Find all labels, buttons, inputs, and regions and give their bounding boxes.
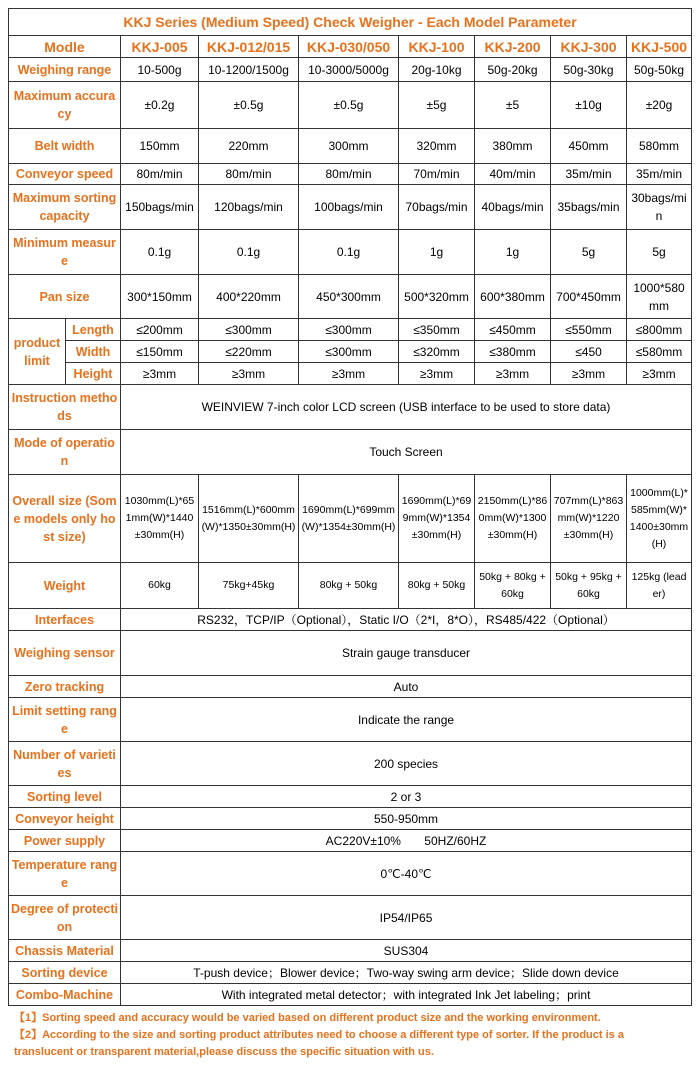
cell: ≤580mm xyxy=(627,341,692,363)
footnote: 【1】Sorting speed and accuracy would be varied based on different product size and the working environment. xyxy=(14,1012,601,1024)
row-label: Temperature range xyxy=(9,852,121,896)
row-label: Sorting device xyxy=(9,962,121,984)
cell: 1030mm(L)*651mm(W)*1440±30mm(H) xyxy=(121,475,199,563)
table-row xyxy=(9,896,692,940)
cell: 150bags/min xyxy=(121,185,199,230)
cell: ≤320mm xyxy=(399,341,475,363)
cell: WEINVIEW 7-inch color LCD screen (USB interface to be used to store data) xyxy=(121,385,692,430)
footnote: 【2】According to the size and sorting product attributes need to choose a different type of sorter. If the product is a translucent or transparent material,please discuss the specific situation with us. xyxy=(14,1029,624,1058)
cell: ±0.5g xyxy=(199,82,299,129)
cell: 50kg + 95kg + 60kg xyxy=(551,563,627,609)
sub-label: Width xyxy=(66,341,121,363)
table-row xyxy=(9,631,692,676)
cell: ≤550mm xyxy=(551,319,627,341)
table-row xyxy=(9,164,692,185)
table-row xyxy=(9,742,692,786)
cell: ≤450 xyxy=(551,341,627,363)
cell: 120bags/min xyxy=(199,185,299,230)
table-row xyxy=(9,475,692,563)
cell: ≤200mm xyxy=(121,319,199,341)
table-row xyxy=(9,563,692,609)
table-row xyxy=(9,984,692,1006)
row-label: Weight xyxy=(9,563,121,609)
cell: 0℃-40℃ xyxy=(121,852,692,896)
cell: 5g xyxy=(627,230,692,275)
table-row xyxy=(9,341,692,363)
table-row xyxy=(9,82,692,129)
cell: 50g-50kg xyxy=(627,58,692,82)
cell: 707mm(L)*863mm(W)*1220±30mm(H) xyxy=(551,475,627,563)
cell: 700*450mm xyxy=(551,275,627,319)
cell: 300*150mm xyxy=(121,275,199,319)
cell: ≤450mm xyxy=(475,319,551,341)
cell: 0.1g xyxy=(199,230,299,275)
cell: AC220V±10% 50HZ/60HZ xyxy=(121,830,692,852)
cell: With integrated metal detector；with integrated Ink Jet labeling；print xyxy=(121,984,692,1006)
cell: 0.1g xyxy=(299,230,399,275)
table-row xyxy=(9,609,692,631)
cell: 1690mm(L)*699mm(W)*1354±30mm(H) xyxy=(299,475,399,563)
cell: 2150mm(L)*860mm(W)*1300±30mm(H) xyxy=(475,475,551,563)
cell: ±20g xyxy=(627,82,692,129)
cell: ≥3mm xyxy=(627,363,692,385)
row-label: Degree of protection xyxy=(9,896,121,940)
cell: 10-3000/5000g xyxy=(299,58,399,82)
cell: 450*300mm xyxy=(299,275,399,319)
cell: 10-500g xyxy=(121,58,199,82)
table-row xyxy=(9,385,692,430)
cell: 1000mm(L)*585mm(W)*1400±30mm(H) xyxy=(627,475,692,563)
cell: 40m/min xyxy=(475,164,551,185)
cell: ≤800mm xyxy=(627,319,692,341)
cell: 580mm xyxy=(627,129,692,164)
cell: Auto xyxy=(121,676,692,698)
cell: 40bags/min xyxy=(475,185,551,230)
row-label: Chassis Material xyxy=(9,940,121,962)
cell: ±10g xyxy=(551,82,627,129)
parameter-table xyxy=(8,8,692,1006)
cell: 35m/min xyxy=(627,164,692,185)
cell: ±0.5g xyxy=(299,82,399,129)
cell: 1690mm(L)*699mm(W)*1354±30mm(H) xyxy=(399,475,475,563)
cell: 400*220mm xyxy=(199,275,299,319)
cell: ≥3mm xyxy=(399,363,475,385)
table-row xyxy=(9,430,692,475)
row-label: Conveyor height xyxy=(9,808,121,830)
cell: 50kg + 80kg + 60kg xyxy=(475,563,551,609)
cell: ≤300mm xyxy=(299,319,399,341)
cell: ≤350mm xyxy=(399,319,475,341)
table-row xyxy=(9,830,692,852)
cell: 10-1200/1500g xyxy=(199,58,299,82)
row-label: Zero tracking xyxy=(9,676,121,698)
cell: 35m/min xyxy=(551,164,627,185)
cell: 35bags/min xyxy=(551,185,627,230)
cell: Indicate the range xyxy=(121,698,692,742)
row-label: Limit setting range xyxy=(9,698,121,742)
row-label: Power supply xyxy=(9,830,121,852)
cell: 50g-30kg xyxy=(551,58,627,82)
table-row xyxy=(9,940,692,962)
cell: ≥3mm xyxy=(299,363,399,385)
cell: 80m/min xyxy=(199,164,299,185)
sub-label: Height xyxy=(66,363,121,385)
cell: 80m/min xyxy=(299,164,399,185)
table-row xyxy=(9,58,692,82)
model-header: KKJ-005 xyxy=(121,36,199,58)
model-header: KKJ-100 xyxy=(399,36,475,58)
cell: 550-950mm xyxy=(121,808,692,830)
row-label: Interfaces xyxy=(9,609,121,631)
cell: T-push device；Blower device；Two-way swing arm device；Slide down device xyxy=(121,962,692,984)
table-row xyxy=(9,319,692,341)
row-label: Mode of operation xyxy=(9,430,121,475)
header-label: Modle xyxy=(9,36,121,58)
cell: Strain gauge transducer xyxy=(121,631,692,676)
cell: ±0.2g xyxy=(121,82,199,129)
cell: ≤300mm xyxy=(199,319,299,341)
row-label: Combo-Machine xyxy=(9,984,121,1006)
cell: ≥3mm xyxy=(551,363,627,385)
cell: 60kg xyxy=(121,563,199,609)
model-header: KKJ-030/050 xyxy=(299,36,399,58)
cell: 320mm xyxy=(399,129,475,164)
cell: 1g xyxy=(399,230,475,275)
table-row xyxy=(9,129,692,164)
cell: 70bags/min xyxy=(399,185,475,230)
cell: 20g-10kg xyxy=(399,58,475,82)
row-label: Belt width xyxy=(9,129,121,164)
cell: 0.1g xyxy=(121,230,199,275)
cell: 125kg (leader) xyxy=(627,563,692,609)
row-label: Minimum measure xyxy=(9,230,121,275)
table-row xyxy=(9,698,692,742)
cell: 500*320mm xyxy=(399,275,475,319)
cell: 5g xyxy=(551,230,627,275)
row-label: Instruction methods xyxy=(9,385,121,430)
cell: 70m/min xyxy=(399,164,475,185)
row-label: Overall size (Some models only host size) xyxy=(9,475,121,563)
cell: 220mm xyxy=(199,129,299,164)
row-label: Sorting level xyxy=(9,786,121,808)
model-header: KKJ-012/015 xyxy=(199,36,299,58)
row-label: Conveyor speed xyxy=(9,164,121,185)
footnotes xyxy=(8,1006,692,1061)
table-row xyxy=(9,852,692,896)
cell: 30bags/min xyxy=(627,185,692,230)
cell: ±5 xyxy=(475,82,551,129)
cell: 80m/min xyxy=(121,164,199,185)
cell: RS232，TCP/IP（Optional），Static I/O（2*I，8*O），RS485/422（Optional） xyxy=(121,609,692,631)
row-label: Weighing range xyxy=(9,58,121,82)
cell: 50g-20kg xyxy=(475,58,551,82)
row-label: Weighing sensor xyxy=(9,631,121,676)
cell: 150mm xyxy=(121,129,199,164)
cell: ≤220mm xyxy=(199,341,299,363)
model-header: KKJ-200 xyxy=(475,36,551,58)
row-label: Maximum sorting capacity xyxy=(9,185,121,230)
cell: ≥3mm xyxy=(121,363,199,385)
cell: 450mm xyxy=(551,129,627,164)
model-header: KKJ-500 xyxy=(627,36,692,58)
cell: 80kg + 50kg xyxy=(399,563,475,609)
row-label: Number of varieties xyxy=(9,742,121,786)
table-row xyxy=(9,230,692,275)
cell: 380mm xyxy=(475,129,551,164)
cell: 1g xyxy=(475,230,551,275)
table-row xyxy=(9,808,692,830)
row-label: Maximum accuracy xyxy=(9,82,121,129)
table-row xyxy=(9,962,692,984)
cell: IP54/IP65 xyxy=(121,896,692,940)
table-row xyxy=(9,676,692,698)
cell: ≤300mm xyxy=(299,341,399,363)
cell: ±5g xyxy=(399,82,475,129)
table-row xyxy=(9,185,692,230)
row-label: Pan size xyxy=(9,275,121,319)
cell: 1516mm(L)*600mm(W)*1350±30mm(H) xyxy=(199,475,299,563)
model-header: KKJ-300 xyxy=(551,36,627,58)
cell: ≤150mm xyxy=(121,341,199,363)
table-title: KKJ Series (Medium Speed) Check Weigher - Each Model Parameter xyxy=(9,9,692,36)
cell: 100bags/min xyxy=(299,185,399,230)
cell: 200 species xyxy=(121,742,692,786)
cell: 1000*580mm xyxy=(627,275,692,319)
cell: 75kg+45kg xyxy=(199,563,299,609)
cell: SUS304 xyxy=(121,940,692,962)
cell: 600*380mm xyxy=(475,275,551,319)
cell: ≤380mm xyxy=(475,341,551,363)
cell: ≥3mm xyxy=(475,363,551,385)
cell: 80kg + 50kg xyxy=(299,563,399,609)
cell: 2 or 3 xyxy=(121,786,692,808)
table-row xyxy=(9,786,692,808)
sub-label: Length xyxy=(66,319,121,341)
cell: 300mm xyxy=(299,129,399,164)
cell: Touch Screen xyxy=(121,430,692,475)
row-label: product limit xyxy=(9,319,66,385)
table-row xyxy=(9,363,692,385)
table-row xyxy=(9,275,692,319)
cell: ≥3mm xyxy=(199,363,299,385)
